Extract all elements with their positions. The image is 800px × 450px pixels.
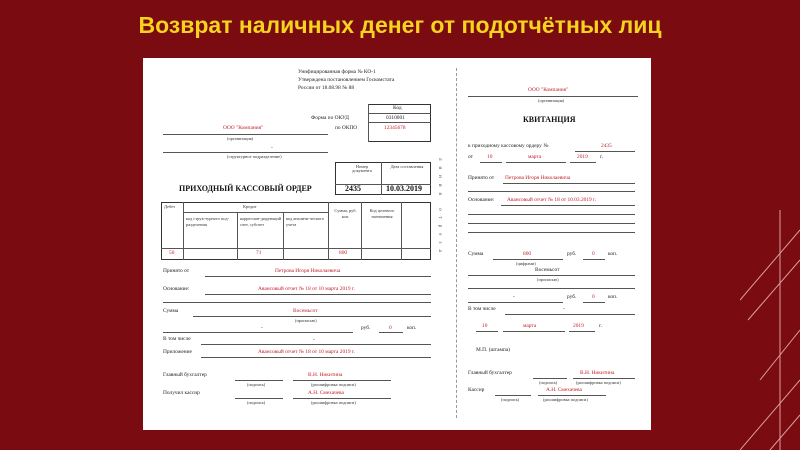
attachment-value: Авансовый отчет № 18 от 10 марта 2019 г. (258, 349, 355, 355)
sum-dash: - (261, 325, 263, 331)
receipt-decode-caption: (расшифровка подписи) (576, 380, 621, 385)
row-debit: 50 (169, 250, 175, 256)
from-label: от (468, 154, 473, 160)
receipt-sum-dash: - (513, 294, 515, 300)
year-suffix-2: г. (599, 323, 602, 329)
cash-receipt-form (143, 58, 651, 430)
accepted-value: Петрова Игоря Николаевича (275, 268, 341, 274)
digits-caption: (цифрами) (516, 261, 536, 266)
receipt-sum-label: Сумма (468, 251, 484, 257)
receipt-title: КВИТАНЦИЯ (523, 115, 576, 124)
receipt-organization-value: ООО "Компания" (528, 87, 569, 93)
accepted-label: Принято от (163, 268, 190, 274)
code-label: Код (393, 105, 402, 111)
analytic-code-header: код аналити-ческого учета (286, 216, 325, 227)
row-sum: 800 (339, 250, 348, 256)
words-caption: (прописью) (295, 318, 317, 323)
doc-number-header: Номер документа (352, 164, 372, 174)
receipt-words-caption: (прописью) (537, 277, 559, 282)
basis-value: Авансовый отчет № 18 от 10 марта 2019 г. (258, 286, 355, 292)
receipt-order-number: 2435 (601, 143, 612, 149)
chief-accountant-label: Главный бухгалтер (163, 372, 207, 378)
receipt-cashier-name: А.Н. Смехачева (546, 387, 582, 393)
receipt-accepted-value: Петрова Игоря Николаевича (505, 175, 571, 181)
debit-header: Дебет (164, 204, 176, 209)
okpo-value: 12345678 (384, 125, 406, 131)
sum-words: Восемьсот (293, 308, 318, 314)
chief-accountant-name: В.Н. Никитина (308, 372, 343, 378)
struct-dash: - (271, 145, 273, 151)
receipt-kop-label-2: коп. (608, 294, 618, 300)
receipt-sum-value: 800 (523, 251, 532, 257)
form-header-line: Утверждена постановлением Госкомстата (298, 77, 395, 83)
year-suffix: г. (600, 154, 603, 160)
organization-value: ООО "Компания" (223, 125, 264, 131)
cashier-label: Получил кассир (163, 390, 200, 396)
receipt-chief-name: В.Н. Никитина (580, 370, 615, 376)
okud-value: 0310001 (386, 115, 405, 121)
receipt-month: марта (528, 154, 542, 160)
receipt-including-label: В том числе (468, 306, 496, 312)
receipt-sum-words: Восемьсот (535, 267, 560, 273)
kop-label: коп. (407, 325, 417, 331)
form-header-line: России от 18.08.98 № 88 (298, 85, 355, 91)
receipt-month-2: марта (523, 323, 537, 329)
receipt-cashier-label: Кассир (468, 387, 485, 393)
receipt-organization-caption: (организация) (538, 98, 565, 103)
decode-caption: (расшифровка подписи) (311, 382, 356, 387)
order-date: 10.03.2019 (386, 184, 422, 193)
okud-label: Форма по ОКУД (311, 115, 349, 121)
corr-account-header: корреспон-дирующий счет, субсчет (240, 216, 282, 227)
receipt-kop-value-2: 0 (592, 294, 595, 300)
to-order-label: к приходному кассовому ордеру № (468, 143, 549, 149)
receipt-basis-label: Основание: (468, 197, 495, 203)
receipt-rub-label-2: руб. (567, 294, 577, 300)
slide-title: Возврат наличных денег от подотчётных лиц (138, 12, 662, 38)
receipt-decode-caption: (расшифровка подписи) (543, 397, 588, 402)
kop-value: 0 (389, 325, 392, 331)
receipt-kop-value: 0 (592, 251, 595, 257)
credit-header: Кредит (243, 204, 257, 209)
stamp-label: М.П. (штампа) (476, 347, 510, 353)
row-corr-account: 71 (256, 250, 262, 256)
receipt-rub-label: руб. (567, 251, 577, 257)
receipt-kop-label: коп. (608, 251, 618, 257)
purpose-header: Код целевого назначения (369, 208, 395, 219)
rub-label: руб. (361, 325, 371, 331)
receipt-including-dash: - (563, 306, 565, 312)
organization-caption: (организация) (227, 136, 254, 141)
receipt-signature-caption: (подпись) (539, 380, 558, 385)
struct-code-header: код струк-турного под-разделения (186, 216, 230, 227)
basis-label: Основание: (163, 286, 190, 292)
okpo-label: по ОКПО (335, 125, 358, 131)
decorative-lines (740, 210, 800, 450)
receipt-year: 2019 (577, 154, 588, 160)
decode-caption: (расшифровка подписи) (311, 400, 356, 405)
signature-caption: (подпись) (247, 382, 266, 387)
receipt-chief-label: Главный бухгалтер (468, 370, 512, 376)
cut-line-label: линия отреза (437, 158, 442, 258)
cashier-name: А.Н. Смехачева (308, 390, 344, 396)
including-label: В том числе (163, 336, 191, 342)
signature-caption: (подпись) (247, 400, 266, 405)
attachment-label: Приложение (163, 349, 192, 355)
order-title: ПРИХОДНЫЙ КАССОВЫЙ ОРДЕР (179, 184, 312, 193)
including-dash: - (313, 337, 315, 343)
form-header-line: Унифицированная форма № КО-1 (298, 69, 376, 75)
receipt-day: 10 (487, 154, 493, 160)
sum-label: Сумма (163, 308, 179, 314)
struct-caption: (структурное подразделение) (227, 154, 282, 159)
receipt-basis-value: Авансовый отчет № 18 от 10.03.2019 г. (507, 197, 597, 203)
receipt-signature-caption: (подпись) (501, 397, 520, 402)
sum-header: Сумма, руб. коп. (334, 208, 357, 219)
receipt-accepted-label: Принято от (468, 175, 495, 181)
order-number: 2435 (345, 184, 361, 193)
receipt-day-2: 10 (482, 323, 488, 329)
cut-line (456, 68, 457, 418)
receipt-year-2: 2019 (573, 323, 584, 329)
doc-date-header: Дата составления (390, 164, 424, 169)
